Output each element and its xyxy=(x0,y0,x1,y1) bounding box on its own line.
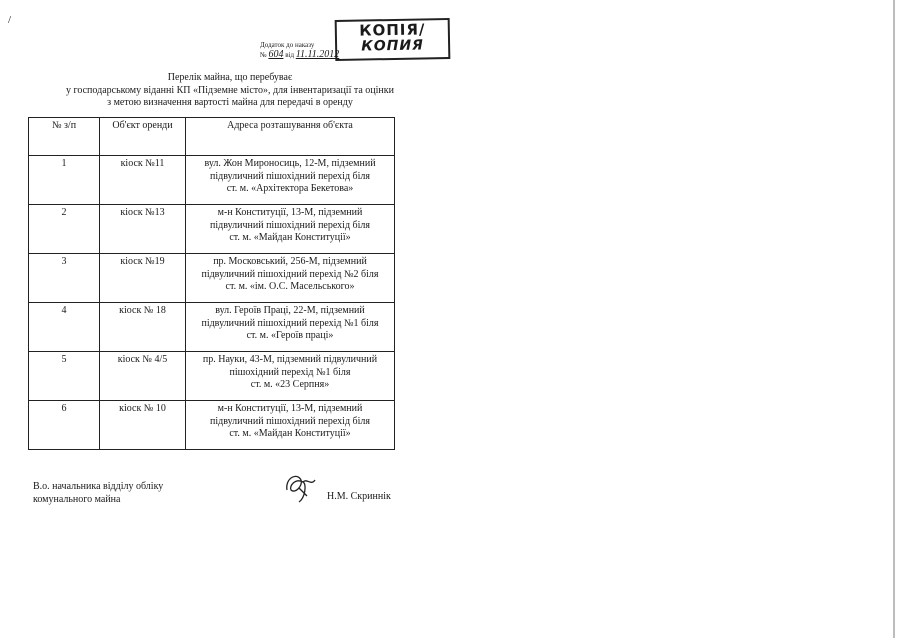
address-line: ст. м. «Майдан Конституції» xyxy=(229,232,351,243)
annex-date-prefix: від xyxy=(285,51,294,59)
title-line-3: з метою визначення вартості майна для передачі в оренду xyxy=(107,97,353,108)
address-line: м-н Конституції, 13-М, підземний xyxy=(217,403,363,414)
row-address xyxy=(186,401,395,450)
annex-number-prefix: № xyxy=(260,51,267,59)
address-line: вул. Героїв Праці, 22-М, підземний xyxy=(215,305,365,316)
annex-date: 11.11.2012 xyxy=(295,49,340,60)
row-address xyxy=(186,205,395,254)
signatory-title-line-1: В.о. начальника відділу обліку xyxy=(33,481,164,492)
title-line-1: Перелік майна, що перебуває xyxy=(167,72,293,83)
table-row xyxy=(29,156,395,205)
address-line: підвуличний пішохідний перехід біля xyxy=(209,415,370,427)
row-number: 2 xyxy=(29,205,100,254)
property-table xyxy=(28,117,395,450)
address-line: ст. м. «Героїв праці» xyxy=(246,330,334,341)
document-title xyxy=(30,72,430,110)
row-number: 5 xyxy=(29,352,100,401)
annex-number: 604 xyxy=(268,49,284,60)
row-object: кіоск №11 xyxy=(100,156,186,205)
address-line: ст. м. «23 Серпня» xyxy=(250,379,330,390)
table-row xyxy=(29,254,395,303)
address-line: підвуличний пішохідний перехід біля xyxy=(209,170,370,182)
address-line: м-н Конституції, 13-М, підземний xyxy=(217,207,363,218)
scan-edge xyxy=(893,0,895,638)
address-line: підвуличний пішохідний перехід біля xyxy=(209,219,370,231)
header-num: № з/п xyxy=(29,118,100,156)
row-number: 4 xyxy=(29,303,100,352)
address-line: пішохідний перехід №1 біля xyxy=(229,366,351,378)
table-row xyxy=(29,352,395,401)
address-line: ст. м. «ім. О.С. Масельського» xyxy=(225,281,355,292)
row-object: кіоск №13 xyxy=(100,205,186,254)
row-address xyxy=(186,352,395,401)
row-address xyxy=(186,156,395,205)
row-object: кіоск №19 xyxy=(100,254,186,303)
stamp-bottom-text: КОПИЯ xyxy=(361,37,425,55)
table-row xyxy=(29,401,395,450)
row-number: 6 xyxy=(29,401,100,450)
margin-mark: / xyxy=(8,14,12,26)
signatory-title xyxy=(33,481,163,506)
address-line: ст. м. «Архітектора Бекетова» xyxy=(226,183,354,194)
handwritten-signature xyxy=(281,468,321,508)
row-object: кіоск № 10 xyxy=(100,401,186,450)
address-line: пр. Науки, 43-М, підземний підвуличний xyxy=(202,354,378,365)
header-address: Адреса розташування об'єкта xyxy=(186,118,395,156)
row-object: кіоск № 4/5 xyxy=(100,352,186,401)
annex-number-line xyxy=(260,50,339,60)
table-header-row xyxy=(29,118,395,156)
annex-label: Додаток до наказу xyxy=(260,41,315,49)
row-address xyxy=(186,254,395,303)
table-row xyxy=(29,303,395,352)
address-line: підвуличний пішохідний перехід №1 біля xyxy=(201,317,379,329)
row-address xyxy=(186,303,395,352)
address-line: ст. м. «Майдан Конституції» xyxy=(229,428,351,439)
signatory-name: Н.М. Скриннік xyxy=(327,491,391,502)
table-row xyxy=(29,205,395,254)
stamp-top-text: КОПІЯ/ xyxy=(359,20,426,40)
address-line: підвуличний пішохідний перехід №2 біля xyxy=(201,268,379,280)
annex-reference xyxy=(260,41,339,60)
title-line-2: у господарському віданні КП «Підземне місто», для інвентаризації та оцінки xyxy=(66,84,394,96)
row-object: кіоск № 18 xyxy=(100,303,186,352)
copy-stamp xyxy=(335,18,451,61)
address-line: пр. Московський, 256-М, підземний xyxy=(213,256,367,267)
address-line: вул. Жон Мироносиць, 12-М, підземний xyxy=(204,158,376,169)
row-number: 1 xyxy=(29,156,100,205)
row-number: 3 xyxy=(29,254,100,303)
signatory-title-line-2: комунального майна xyxy=(33,493,121,505)
header-object: Об'єкт оренди xyxy=(100,118,186,156)
